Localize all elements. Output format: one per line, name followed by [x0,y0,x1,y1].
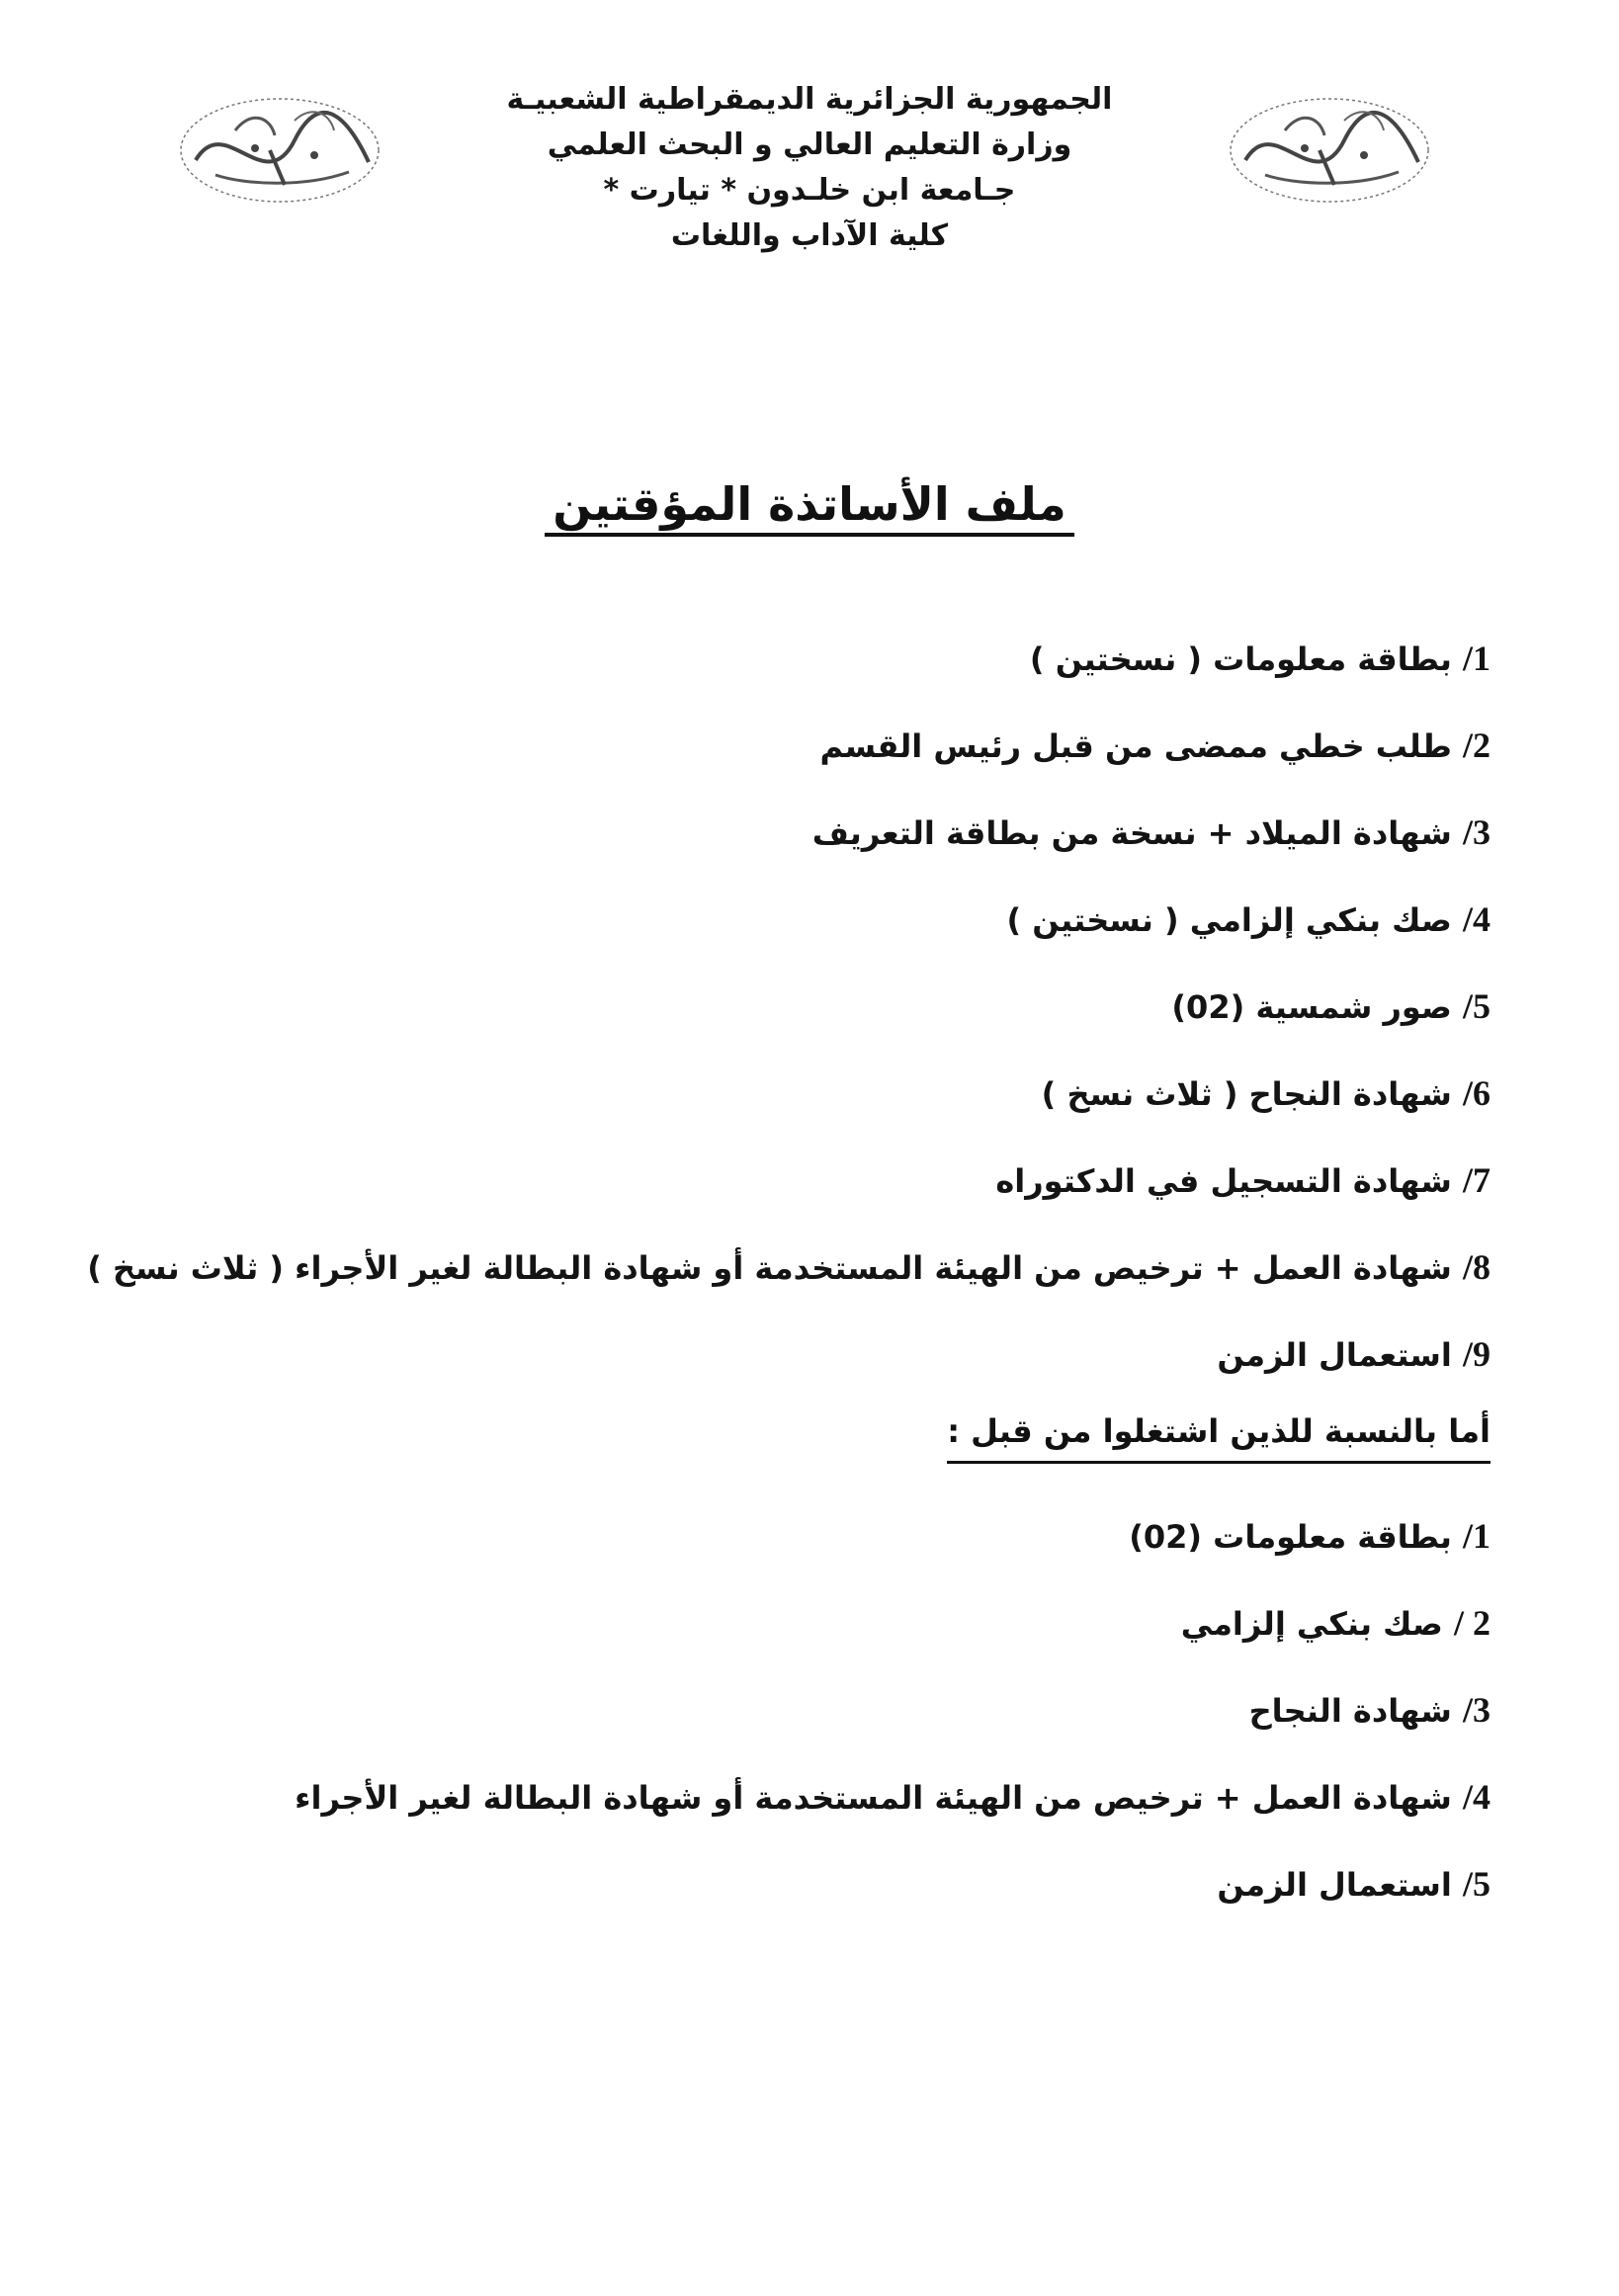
item-number: 3/ [1462,812,1491,852]
list-item [47,1666,1491,1753]
letterhead [0,77,1619,259]
requirements-list [47,615,1491,1398]
list-item [47,1224,1491,1311]
item-text: شهادة العمل + ترخيص من الهيئة المستخدمة أو شهادة البطالة لغير الأجراء [295,1779,1452,1817]
item-text: صور شمسية (02) [1171,988,1452,1026]
item-text: صك بنكي إلزامي ( نسختين ) [1006,901,1452,939]
previous-workers-list [47,1492,1491,1927]
item-number: 2 / [1453,1603,1491,1643]
section-heading: أما بالنسبة للذين اشتغلوا من قبل : [947,1402,1491,1464]
item-text: استعمال الزمن [1217,1336,1452,1374]
list-item [47,702,1491,789]
item-number: 8/ [1462,1247,1491,1287]
item-number: 2/ [1462,725,1491,765]
item-number: 5/ [1462,986,1491,1026]
item-number: 4/ [1462,899,1491,939]
item-text: شهادة التسجيل في الدكتوراه [995,1162,1452,1200]
item-text: بطاقة معلومات ( نسختين ) [1029,640,1452,678]
list-item [47,1753,1491,1840]
list-item [47,1840,1491,1927]
item-text: استعمال الزمن [1217,1866,1452,1904]
item-number: 6/ [1462,1073,1491,1113]
item-number: 3/ [1462,1690,1491,1730]
document-title: ملف الأساتذة المؤقتين [545,477,1073,537]
item-text: شهادة النجاح ( ثلاث نسخ ) [1041,1075,1452,1113]
item-number: 5/ [1462,1864,1491,1904]
item-number: 7/ [1462,1160,1491,1200]
list-item [47,1492,1491,1579]
list-item [47,1579,1491,1666]
item-number: 9/ [1462,1334,1491,1374]
item-text: بطاقة معلومات (02) [1129,1518,1452,1556]
list-item [47,789,1491,876]
item-text: شهادة الميلاد + نسخة من بطاقة التعريف [811,814,1452,852]
item-text: صك بنكي إلزامي [1180,1605,1443,1643]
header-faculty: كلية الآداب واللغات [670,218,949,253]
document-title-wrap [0,472,1619,536]
item-text: شهادة العمل + ترخيص من الهيئة المستخدمة أو شهادة البطالة لغير الأجراء ( ثلاث نسخ ) [87,1249,1452,1287]
header-university: جـامعة ابن خلـدون * تيارت * [603,173,1016,208]
list-item [47,615,1491,702]
list-item [47,1311,1491,1398]
header-republic: الجمهورية الجزائرية الديمقراطية الشعبيـة [506,82,1113,117]
list-item [47,963,1491,1050]
item-number: 1/ [1462,1516,1491,1556]
item-number: 4/ [1462,1777,1491,1817]
list-item [47,1137,1491,1224]
item-text: شهادة النجاح [1248,1692,1452,1730]
list-item [47,876,1491,963]
list-item [47,1050,1491,1137]
item-text: طلب خطي ممضى من قبل رئيس القسم [819,727,1452,765]
item-number: 1/ [1462,638,1491,678]
header-ministry: وزارة التعليم العالي و البحث العلمي [547,128,1072,162]
